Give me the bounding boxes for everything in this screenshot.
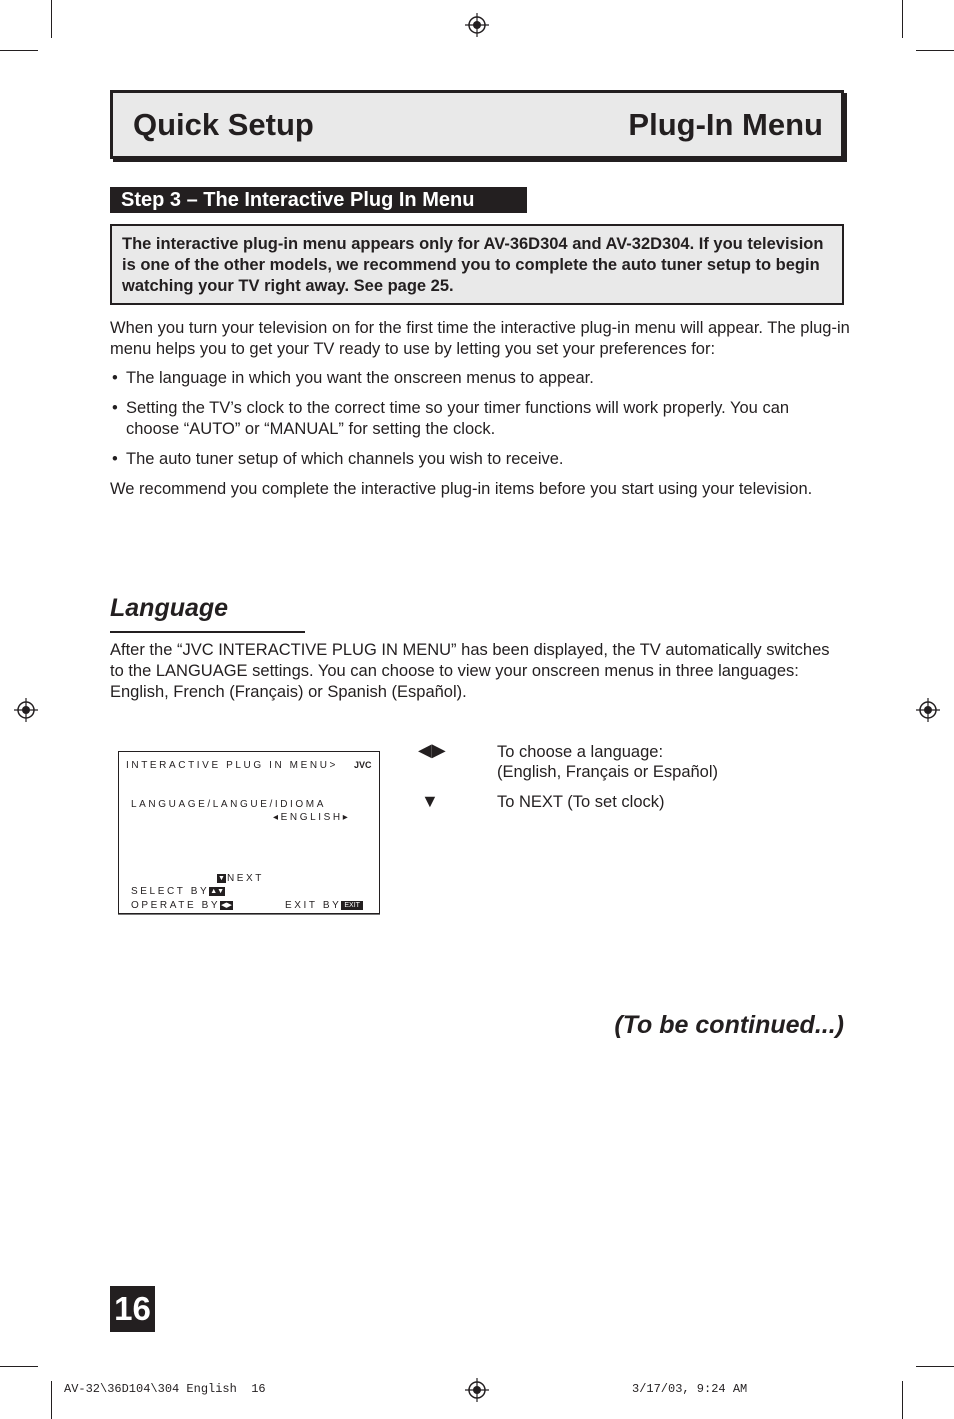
screen-setting-label: LANGUAGE/LANGUE/IDIOMA [131, 799, 327, 810]
bullet-dot-icon: • [112, 450, 118, 468]
down-arrow-icon: ▼ [421, 791, 439, 811]
left-right-arrow-key-icon: ◀▶ [221, 901, 232, 909]
screen-select-row [131, 886, 226, 897]
header-title-right: Plug-In Menu [628, 107, 823, 142]
heading-underline [110, 631, 305, 633]
control-description [497, 742, 718, 782]
screen-operate-row [131, 900, 234, 911]
screen-next-row [217, 873, 264, 884]
screen-setting-value: ◂ENGLISH▸ [273, 812, 351, 823]
section-heading-language: Language [110, 594, 229, 622]
bullet-text: The language in which you want the onscreen menus to appear. [126, 369, 594, 387]
footer-file-info: AV-32\36D104\304 English 16 [64, 1382, 266, 1396]
bullet-dot-icon: • [112, 399, 118, 417]
crop-mark [916, 50, 954, 51]
up-down-arrow-key-icon: ▲▼ [210, 887, 225, 895]
screen-next-label: NEXT [226, 873, 265, 884]
down-arrow-key-icon: ▼ [218, 874, 225, 882]
screen-brand-logo: JVC [354, 760, 372, 770]
crop-mark [902, 0, 903, 38]
page-header [110, 90, 844, 159]
registration-mark-icon [14, 698, 38, 722]
registration-mark-icon [465, 13, 489, 37]
screen-select-label: SELECT BY [131, 886, 210, 897]
closing-paragraph: We recommend you complete the interactive plug-in items before you start using your television. [110, 480, 813, 498]
exit-key-icon: EXIT [341, 901, 363, 910]
registration-mark-icon [916, 698, 940, 722]
step-heading: Step 3 – The Interactive Plug In Menu [110, 187, 527, 213]
crop-mark [916, 1366, 954, 1367]
onscreen-menu-illustration [118, 751, 380, 914]
header-title-left: Quick Setup [133, 107, 314, 142]
control-description [497, 792, 665, 812]
bullet-text: The auto tuner setup of which channels you wish to receive. [126, 450, 564, 468]
screen-menu-title: INTERACTIVE PLUG IN MENU> [126, 760, 338, 771]
crop-mark [51, 1381, 52, 1419]
screen-exit-row [285, 900, 364, 911]
bullet-dot-icon: • [112, 369, 118, 387]
crop-mark [51, 0, 52, 38]
screen-operate-label: OPERATE BY [131, 900, 221, 911]
left-right-arrows-icon: ◀▶ [418, 740, 446, 760]
footer-timestamp: 3/17/03, 9:24 AM [632, 1382, 748, 1396]
control-line: To NEXT (To set clock) [497, 793, 665, 811]
screen-exit-label: EXIT BY [285, 900, 342, 911]
crop-mark [0, 1366, 38, 1367]
language-paragraph: After the “JVC INTERACTIVE PLUG IN MENU” has been displayed, the TV automatically switches to the LANGUAGE settings. You can choose to view your onscreen menus in three languages: English, French (Français) or Spanish (Español). [110, 641, 830, 701]
continued-note: (To be continued...) [614, 1011, 844, 1039]
crop-mark [0, 50, 38, 51]
note-box: The interactive plug-in menu appears only for AV-36D304 and AV-32D304. If you television is one of the other models, we recommend you to complete the auto tuner setup to begin watching your TV right away. See page 25. [110, 224, 844, 305]
bullet-text: Setting the TV’s clock to the correct time so your timer functions will work properly. You can choose “AUTO” or “MANUAL” for setting the clock. [126, 399, 790, 438]
control-line: To choose a language: [497, 743, 664, 761]
control-line: (English, Français or Español) [497, 763, 719, 781]
crop-mark [902, 1381, 903, 1419]
registration-mark-icon [465, 1378, 489, 1402]
intro-paragraph: When you turn your television on for the first time the interactive plug-in menu will appear. The plug-in menu helps you to get your TV ready to use by letting you set your preferences for: [110, 319, 850, 358]
page-number: 16 [110, 1286, 155, 1332]
